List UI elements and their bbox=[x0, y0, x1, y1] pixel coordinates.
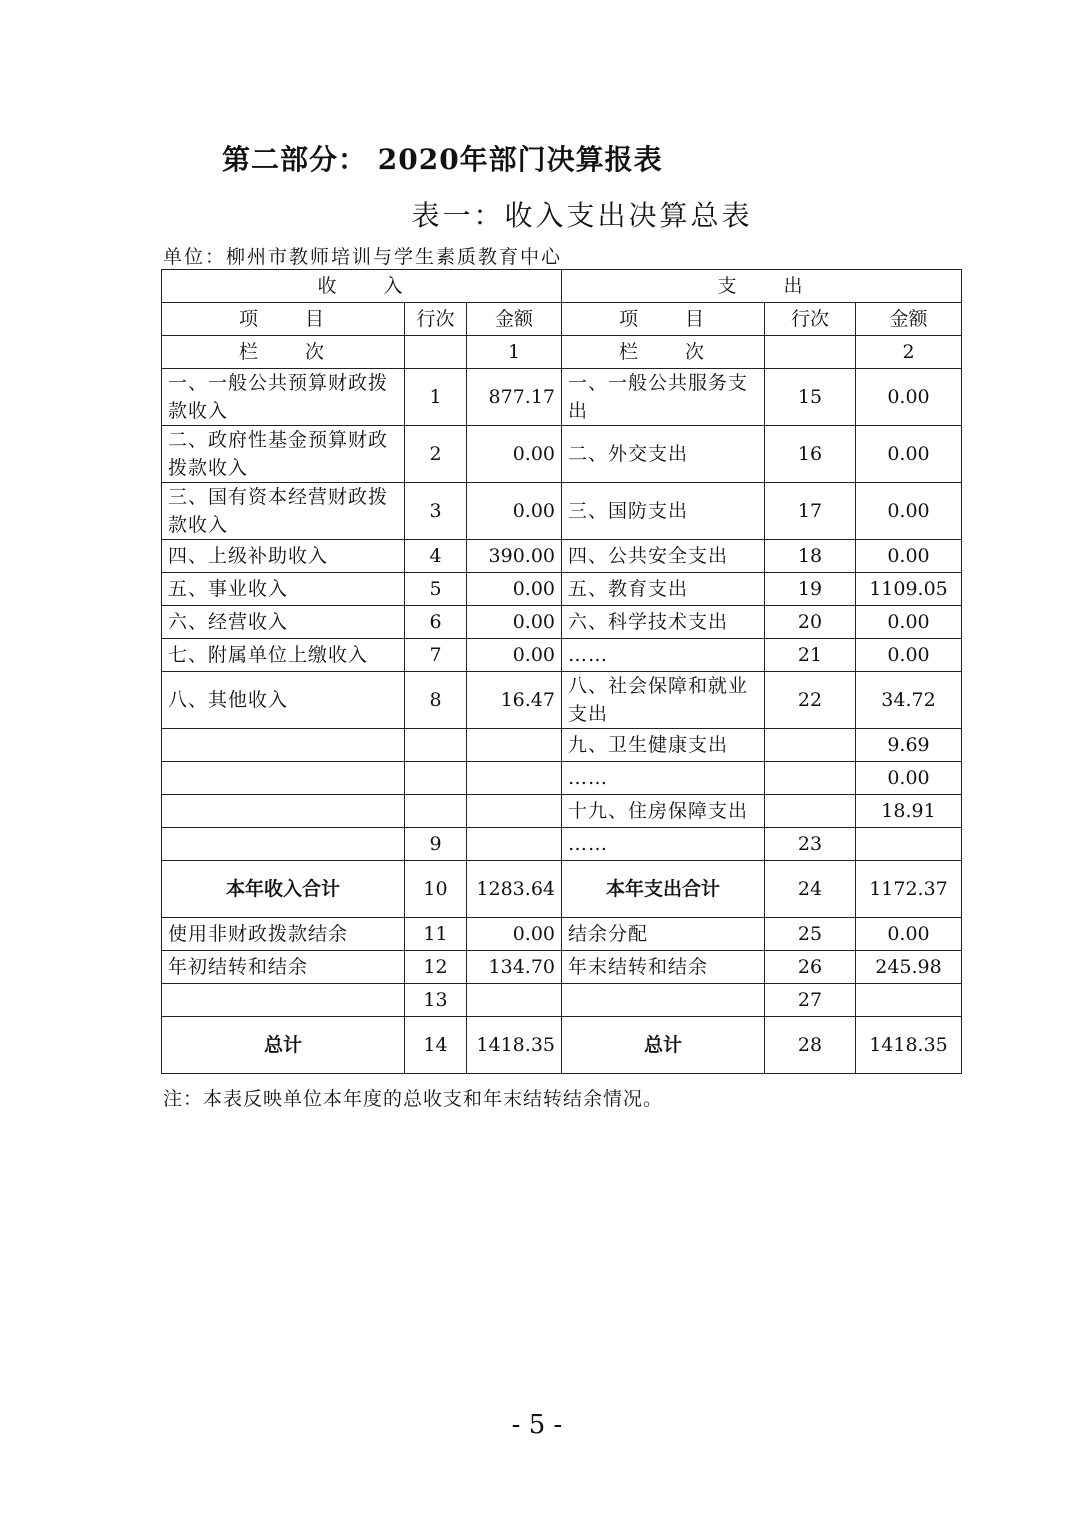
expense-item-cell: 五、教育支出 bbox=[562, 573, 765, 606]
expense-line-cell: 24 bbox=[765, 861, 856, 918]
income-amount-cell: 877.17 bbox=[467, 369, 562, 426]
income-item-cell: 七、附属单位上缴收入 bbox=[162, 639, 405, 672]
income-item-cell: 六、经营收入 bbox=[162, 606, 405, 639]
income-item-cell: 三、国有资本经营财政拨款收入 bbox=[162, 483, 405, 540]
expense-column-label: 栏 次 bbox=[562, 336, 765, 369]
table-row bbox=[162, 639, 962, 672]
income-item-cell: 使用非财政拨款结余 bbox=[162, 918, 405, 951]
table-row bbox=[162, 672, 962, 729]
income-line-cell: 2 bbox=[405, 426, 467, 483]
empty-cell bbox=[765, 336, 856, 369]
expense-line-header: 行次 bbox=[765, 303, 856, 336]
income-amount-cell: 0.00 bbox=[467, 606, 562, 639]
page-number: - 5 - bbox=[511, 1410, 563, 1440]
expense-amount-cell: 0.00 bbox=[856, 369, 962, 426]
income-item-cell bbox=[162, 828, 405, 861]
expense-item-cell: …… bbox=[562, 762, 765, 795]
income-line-cell: 1 bbox=[405, 369, 467, 426]
income-amount-cell: 0.00 bbox=[467, 639, 562, 672]
income-item-cell: 八、其他收入 bbox=[162, 672, 405, 729]
expense-amount-cell: 34.72 bbox=[856, 672, 962, 729]
income-item-cell: 年初结转和结余 bbox=[162, 951, 405, 984]
empty-cell bbox=[405, 336, 467, 369]
income-line-cell: 9 bbox=[405, 828, 467, 861]
table-row bbox=[162, 540, 962, 573]
unit-label: 单位：柳州市教师培训与学生素质教育中心 bbox=[163, 246, 563, 268]
expense-line-cell bbox=[765, 762, 856, 795]
expense-amount-cell bbox=[856, 828, 962, 861]
expense-line-cell: 16 bbox=[765, 426, 856, 483]
income-item-cell bbox=[162, 729, 405, 762]
expense-line-cell: 18 bbox=[765, 540, 856, 573]
income-line-cell: 10 bbox=[405, 861, 467, 918]
expense-item-cell: 九、卫生健康支出 bbox=[562, 729, 765, 762]
expense-amount-cell: 0.00 bbox=[856, 918, 962, 951]
income-line-cell: 5 bbox=[405, 573, 467, 606]
income-item-cell: 四、上级补助收入 bbox=[162, 540, 405, 573]
expense-amount-cell: 0.00 bbox=[856, 639, 962, 672]
expense-item-cell: 年末结转和结余 bbox=[562, 951, 765, 984]
income-line-cell: 12 bbox=[405, 951, 467, 984]
expense-item-cell: 四、公共安全支出 bbox=[562, 540, 765, 573]
expense-amount-cell: 1109.05 bbox=[856, 573, 962, 606]
expense-item-cell: …… bbox=[562, 639, 765, 672]
expense-item-header: 项 目 bbox=[562, 303, 765, 336]
income-item-cell: 一、一般公共预算财政拨款收入 bbox=[162, 369, 405, 426]
expense-group-header: 支 出 bbox=[562, 270, 962, 303]
expense-line-cell bbox=[765, 729, 856, 762]
expense-item-cell: 总计 bbox=[562, 1017, 765, 1074]
income-amount-cell: 1418.35 bbox=[467, 1017, 562, 1074]
income-column-label: 栏 次 bbox=[162, 336, 405, 369]
expense-amount-cell: 0.00 bbox=[856, 483, 962, 540]
table-row bbox=[162, 861, 962, 918]
expense-amount-header: 金额 bbox=[856, 303, 962, 336]
expense-item-cell: …… bbox=[562, 828, 765, 861]
table-row bbox=[162, 426, 962, 483]
income-expense-table bbox=[161, 269, 962, 1074]
expense-line-cell: 28 bbox=[765, 1017, 856, 1074]
table-row bbox=[162, 984, 962, 1017]
income-item-header: 项 目 bbox=[162, 303, 405, 336]
expense-item-cell: 一、一般公共服务支出 bbox=[562, 369, 765, 426]
table-row bbox=[162, 729, 962, 762]
expense-line-cell: 26 bbox=[765, 951, 856, 984]
table-row bbox=[162, 762, 962, 795]
income-amount-header: 金额 bbox=[467, 303, 562, 336]
income-amount-cell: 1283.64 bbox=[467, 861, 562, 918]
income-item-cell: 总计 bbox=[162, 1017, 405, 1074]
income-amount-cell bbox=[467, 828, 562, 861]
table-title: 表一：收入支出决算总表 bbox=[411, 199, 753, 232]
income-amount-cell: 134.70 bbox=[467, 951, 562, 984]
expense-amount-cell: 245.98 bbox=[856, 951, 962, 984]
expense-item-cell bbox=[562, 984, 765, 1017]
expense-amount-cell: 0.00 bbox=[856, 426, 962, 483]
income-amount-cell: 0.00 bbox=[467, 426, 562, 483]
expense-item-cell: 十九、住房保障支出 bbox=[562, 795, 765, 828]
income-line-cell bbox=[405, 795, 467, 828]
table-column-header-row bbox=[162, 303, 962, 336]
expense-line-cell: 15 bbox=[765, 369, 856, 426]
income-group-header: 收 入 bbox=[162, 270, 562, 303]
expense-item-cell: 八、社会保障和就业支出 bbox=[562, 672, 765, 729]
income-line-cell: 4 bbox=[405, 540, 467, 573]
expense-column-number: 2 bbox=[856, 336, 962, 369]
income-amount-cell bbox=[467, 984, 562, 1017]
expense-amount-cell: 1172.37 bbox=[856, 861, 962, 918]
expense-amount-cell: 0.00 bbox=[856, 540, 962, 573]
table-row bbox=[162, 606, 962, 639]
expense-amount-cell: 18.91 bbox=[856, 795, 962, 828]
income-amount-cell: 390.00 bbox=[467, 540, 562, 573]
part-title: 第二部分： 2020年部门决算报表 bbox=[222, 143, 663, 176]
table-note: 注：本表反映单位本年度的总收支和年末结转结余情况。 bbox=[163, 1088, 664, 1110]
expense-line-cell: 19 bbox=[765, 573, 856, 606]
income-line-cell: 13 bbox=[405, 984, 467, 1017]
expense-item-cell: 结余分配 bbox=[562, 918, 765, 951]
income-column-number: 1 bbox=[467, 336, 562, 369]
expense-amount-cell: 1418.35 bbox=[856, 1017, 962, 1074]
income-line-cell bbox=[405, 762, 467, 795]
income-amount-cell bbox=[467, 795, 562, 828]
table-row bbox=[162, 573, 962, 606]
income-item-cell bbox=[162, 795, 405, 828]
income-item-cell bbox=[162, 762, 405, 795]
income-amount-cell bbox=[467, 729, 562, 762]
expense-item-cell: 六、科学技术支出 bbox=[562, 606, 765, 639]
income-line-header: 行次 bbox=[405, 303, 467, 336]
income-line-cell: 3 bbox=[405, 483, 467, 540]
expense-item-cell: 二、外交支出 bbox=[562, 426, 765, 483]
income-item-cell: 二、政府性基金预算财政拨款收入 bbox=[162, 426, 405, 483]
expense-line-cell bbox=[765, 795, 856, 828]
table-column-number-row bbox=[162, 336, 962, 369]
expense-line-cell: 25 bbox=[765, 918, 856, 951]
income-amount-cell: 16.47 bbox=[467, 672, 562, 729]
expense-amount-cell bbox=[856, 984, 962, 1017]
income-item-cell: 本年收入合计 bbox=[162, 861, 405, 918]
table-row bbox=[162, 795, 962, 828]
expense-line-cell: 23 bbox=[765, 828, 856, 861]
table-group-header-row bbox=[162, 270, 962, 303]
income-line-cell: 8 bbox=[405, 672, 467, 729]
expense-line-cell: 21 bbox=[765, 639, 856, 672]
table-row bbox=[162, 369, 962, 426]
income-amount-cell bbox=[467, 762, 562, 795]
expense-item-cell: 本年支出合计 bbox=[562, 861, 765, 918]
income-line-cell: 11 bbox=[405, 918, 467, 951]
income-amount-cell: 0.00 bbox=[467, 918, 562, 951]
income-line-cell: 14 bbox=[405, 1017, 467, 1074]
expense-line-cell: 20 bbox=[765, 606, 856, 639]
table-row bbox=[162, 1017, 962, 1074]
income-line-cell bbox=[405, 729, 467, 762]
income-line-cell: 6 bbox=[405, 606, 467, 639]
table-row bbox=[162, 483, 962, 540]
expense-amount-cell: 0.00 bbox=[856, 762, 962, 795]
income-line-cell: 7 bbox=[405, 639, 467, 672]
expense-amount-cell: 9.69 bbox=[856, 729, 962, 762]
expense-item-cell: 三、国防支出 bbox=[562, 483, 765, 540]
table-row bbox=[162, 828, 962, 861]
table-row bbox=[162, 918, 962, 951]
income-item-cell bbox=[162, 984, 405, 1017]
table-row bbox=[162, 951, 962, 984]
income-item-cell: 五、事业收入 bbox=[162, 573, 405, 606]
expense-line-cell: 22 bbox=[765, 672, 856, 729]
income-amount-cell: 0.00 bbox=[467, 573, 562, 606]
expense-line-cell: 27 bbox=[765, 984, 856, 1017]
income-amount-cell: 0.00 bbox=[467, 483, 562, 540]
expense-line-cell: 17 bbox=[765, 483, 856, 540]
expense-amount-cell: 0.00 bbox=[856, 606, 962, 639]
